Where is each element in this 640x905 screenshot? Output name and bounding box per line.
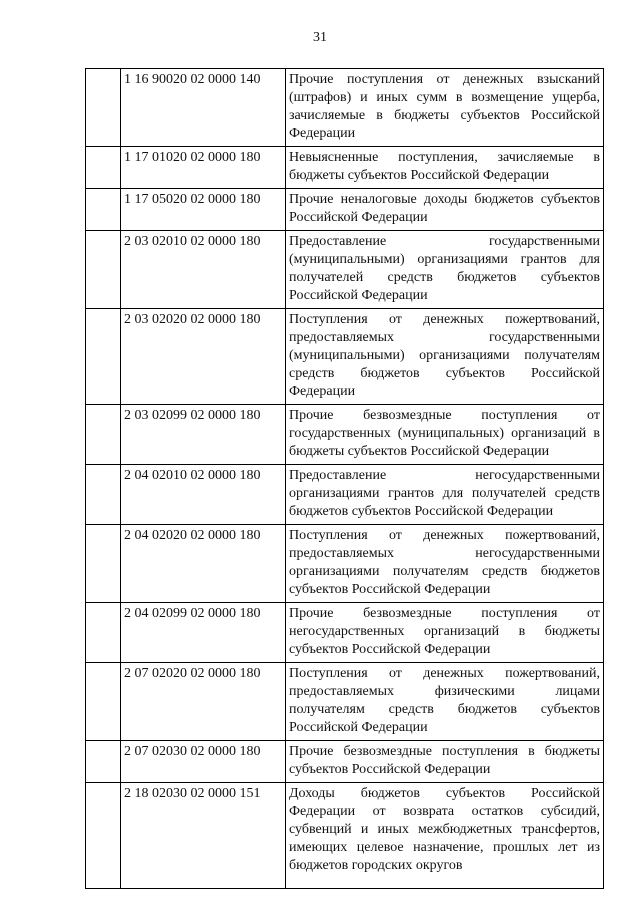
empty-cell	[86, 405, 121, 465]
code-description: Предоставление негосударственными организациями грантов для получателей средств бюджетов субъектов Российской Федерации	[286, 465, 604, 525]
table-row	[86, 663, 604, 741]
empty-cell	[86, 741, 121, 783]
budget-code: 2 03 02010 02 0000 180	[121, 231, 286, 309]
empty-cell	[86, 663, 121, 741]
table-row	[86, 741, 604, 783]
table-row	[86, 231, 604, 309]
budget-code: 2 07 02030 02 0000 180	[121, 741, 286, 783]
table-row	[86, 603, 604, 663]
code-description: Доходы бюджетов субъектов Российской Федерации от возврата остатков субсидий, субвенций и иных межбюджетных трансфертов, имеющих целевое назначение, прошлых лет из бюджетов городских округов	[286, 783, 604, 889]
code-description: Предоставление государственными (муниципальными) организациями грантов для получателей средств бюджетов субъектов Российской Федерации	[286, 231, 604, 309]
table-row	[86, 525, 604, 603]
budget-code: 1 17 01020 02 0000 180	[121, 147, 286, 189]
budget-code: 2 04 02099 02 0000 180	[121, 603, 286, 663]
code-description: Прочие безвозмездные поступления от негосударственных организаций в бюджеты субъектов Российской Федерации	[286, 603, 604, 663]
empty-cell	[86, 465, 121, 525]
table-row	[86, 69, 604, 147]
budget-code: 2 18 02030 02 0000 151	[121, 783, 286, 889]
empty-cell	[86, 525, 121, 603]
code-description: Поступления от денежных пожертвований, предоставляемых государственными (муниципальными) организациями получателям средств бюджетов субъектов Российской Федерации	[286, 309, 604, 405]
budget-code: 1 17 05020 02 0000 180	[121, 189, 286, 231]
table-row	[86, 783, 604, 889]
empty-cell	[86, 147, 121, 189]
table-row	[86, 189, 604, 231]
code-description: Прочие неналоговые доходы бюджетов субъектов Российской Федерации	[286, 189, 604, 231]
code-description: Прочие поступления от денежных взысканий (штрафов) и иных сумм в возмещение ущерба, зачисляемые в бюджеты субъектов Российской Федерации	[286, 69, 604, 147]
empty-cell	[86, 189, 121, 231]
budget-code: 2 07 02020 02 0000 180	[121, 663, 286, 741]
code-description: Поступления от денежных пожертвований, предоставляемых негосударственными организациями получателям средств бюджетов субъектов Российской Федерации	[286, 525, 604, 603]
empty-cell	[86, 231, 121, 309]
budget-code: 1 16 90020 02 0000 140	[121, 69, 286, 147]
table-row	[86, 147, 604, 189]
page-number: 31	[313, 30, 327, 45]
empty-cell	[86, 309, 121, 405]
empty-cell	[86, 603, 121, 663]
budget-code: 2 03 02099 02 0000 180	[121, 405, 286, 465]
budget-codes-table	[85, 68, 604, 889]
table-row	[86, 309, 604, 405]
code-description: Прочие безвозмездные поступления от государственных (муниципальных) организаций в бюджеты субъектов Российской Федерации	[286, 405, 604, 465]
empty-cell	[86, 783, 121, 889]
code-description: Поступления от денежных пожертвований, предоставляемых физическими лицами получателям средств бюджетов субъектов Российской Федерации	[286, 663, 604, 741]
budget-code: 2 04 02010 02 0000 180	[121, 465, 286, 525]
table-row	[86, 405, 604, 465]
code-description: Прочие безвозмездные поступления в бюджеты субъектов Российской Федерации	[286, 741, 604, 783]
budget-code: 2 03 02020 02 0000 180	[121, 309, 286, 405]
budget-code: 2 04 02020 02 0000 180	[121, 525, 286, 603]
empty-cell	[86, 69, 121, 147]
code-description: Невыясненные поступления, зачисляемые в бюджеты субъектов Российской Федерации	[286, 147, 604, 189]
table-row	[86, 465, 604, 525]
